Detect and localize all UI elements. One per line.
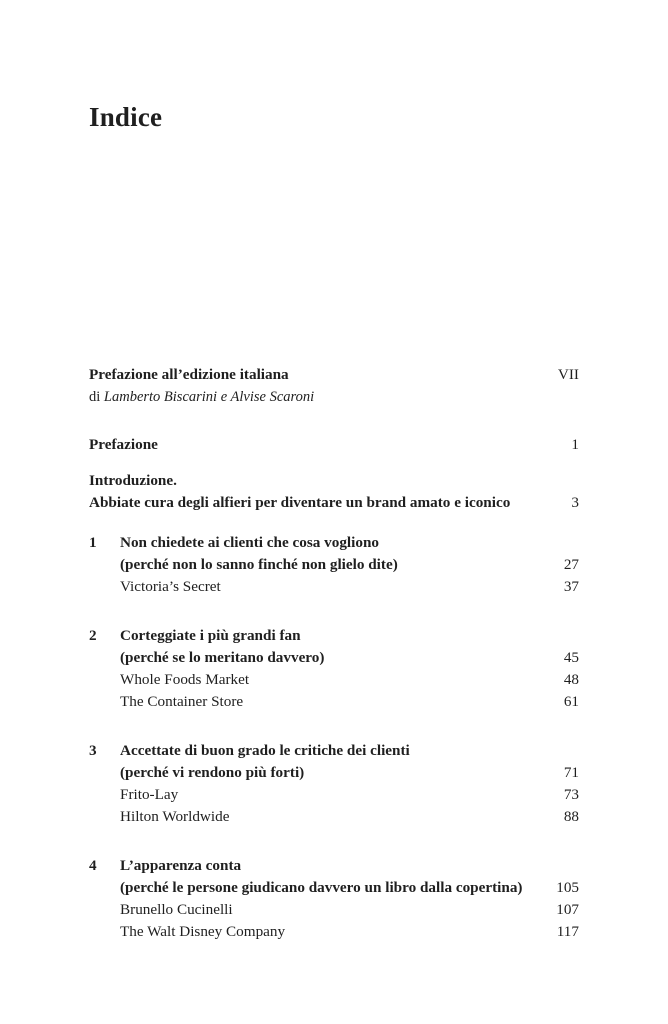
toc-entry-title: Prefazione all’edizione italiana [89, 366, 289, 383]
chapter-subtitle: (perché se lo meritano davvero) [120, 649, 325, 666]
chapter-number: 2 [89, 627, 97, 644]
toc-chapter-4 [89, 855, 579, 943]
toc-page-number: VII [557, 366, 579, 383]
chapter-subtitle: (perché le persone giudicano davvero un libro dalla copertina) [120, 879, 523, 896]
byline-authors: Lamberto Biscarini e Alvise Scaroni [103, 389, 315, 405]
toc-page-number: 105 [556, 879, 579, 896]
page-title: Indice [89, 102, 163, 132]
toc-page-number: 88 [563, 808, 579, 825]
toc-page-number: 61 [563, 693, 579, 710]
toc-entry-preface-italian [89, 364, 579, 408]
toc-page-number: 48 [563, 671, 579, 688]
toc-page-number: 37 [563, 578, 579, 595]
case-study-name: The Container Store [120, 693, 244, 710]
case-study-name: Whole Foods Market [120, 671, 250, 688]
case-study-row [120, 691, 579, 713]
toc-entry-title: Prefazione [89, 436, 158, 453]
toc-entry-byline [89, 386, 579, 408]
toc-page-number: 71 [563, 764, 579, 781]
toc-page-number: 73 [563, 786, 579, 803]
toc-page-number: 117 [556, 923, 579, 940]
toc-entry-title: Introduzione. [89, 472, 177, 489]
toc-page-number: 3 [571, 494, 579, 511]
case-study-row [120, 784, 579, 806]
chapter-number: 4 [89, 857, 97, 874]
chapter-subtitle: (perché vi rendono più forti) [120, 764, 305, 781]
case-study-name: Victoria’s Secret [120, 578, 221, 595]
case-study-name: Hilton Worldwide [120, 808, 230, 825]
chapter-number: 1 [89, 534, 97, 551]
toc-page-number: 107 [556, 901, 579, 918]
case-study-name: Frito-Lay [120, 786, 179, 803]
toc-page-number: 45 [563, 649, 579, 666]
case-study-row [120, 899, 579, 921]
toc-page-number: 27 [563, 556, 579, 573]
chapter-title: Non chiedete ai clienti che cosa vogliono [120, 534, 380, 551]
case-study-name: The Walt Disney Company [120, 923, 286, 940]
chapter-subtitle: (perché non lo sanno finché non glielo dite) [120, 556, 398, 573]
byline-prefix: di [89, 389, 104, 405]
toc-entry-preface [89, 434, 579, 456]
toc-chapter-3 [89, 740, 579, 828]
toc-chapter-2 [89, 625, 579, 713]
toc-page-number: 1 [571, 436, 579, 453]
chapter-title: Accettate di buon grado le critiche dei clienti [120, 742, 410, 759]
case-study-row [120, 669, 579, 691]
case-study-name: Brunello Cucinelli [120, 901, 233, 918]
toc-entry-subtitle: Abbiate cura degli alfieri per diventare un brand amato e iconico [89, 494, 511, 511]
case-study-row [120, 576, 579, 598]
case-study-row [120, 921, 579, 943]
case-study-row [120, 806, 579, 828]
chapter-title: L’apparenza conta [120, 857, 242, 874]
table-of-contents [89, 364, 579, 943]
toc-chapter-1 [89, 532, 579, 598]
toc-entry-introduction [89, 470, 579, 514]
chapter-number: 3 [89, 742, 97, 759]
chapter-title: Corteggiate i più grandi fan [120, 627, 301, 644]
